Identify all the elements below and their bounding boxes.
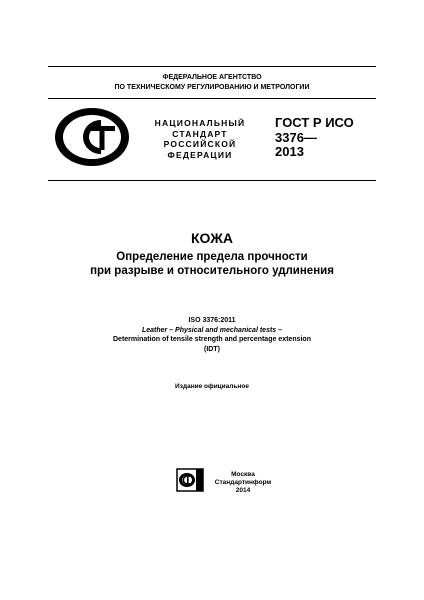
document-title: КОЖА [190, 230, 233, 246]
publisher-info [205, 471, 281, 495]
edition-label: Издание официальное [175, 383, 249, 390]
standard-type [140, 118, 260, 160]
gost-logo [52, 105, 132, 169]
header-rule [48, 98, 376, 99]
subtitle-line-1: Определение предела прочности [116, 251, 308, 263]
standard-type-line: НАЦИОНАЛЬНЫЙ [154, 118, 246, 128]
designation-line: 3376— [275, 129, 317, 145]
document-subtitle [0, 250, 424, 278]
standard-type-line: ФЕДЕРАЦИИ [167, 149, 233, 160]
iso-title-line-1: Leather – Physical and mechanical tests – [141, 326, 283, 334]
iso-number: ISO 3376:2011 [188, 317, 236, 324]
publisher-logo [176, 468, 204, 492]
standard-designation [275, 116, 354, 160]
top-rule [48, 66, 376, 67]
agency-line-2: ПО ТЕХНИЧЕСКОМУ РЕГУЛИРОВАНИЮ И МЕТРОЛОГИИ [114, 83, 310, 91]
publisher-name: Стандартинформ [214, 479, 272, 486]
iso-title-line-2: Determination of tensile strength and percentage extension [113, 336, 311, 343]
publisher-city: Москва [231, 471, 255, 478]
agency-header [48, 73, 376, 92]
designation-line: 2013 [275, 144, 304, 159]
logo-rule [48, 180, 376, 181]
agency-line-1: ФЕДЕРАЛЬНОЕ АГЕНТСТВО [162, 74, 262, 81]
iso-reference [0, 316, 424, 354]
iso-equivalence: (IDT) [204, 345, 220, 353]
publisher-logo-icon [176, 468, 204, 492]
standard-type-line: СТАНДАРТ [172, 128, 228, 139]
standard-type-line: РОССИЙСКОЙ [163, 139, 237, 149]
subtitle-line-2: при разрыве и относительного удлинения [90, 265, 334, 277]
designation-line: ГОСТ Р ИСО [275, 115, 354, 130]
publisher-year: 2014 [235, 487, 251, 494]
gost-logo-icon [52, 105, 132, 169]
